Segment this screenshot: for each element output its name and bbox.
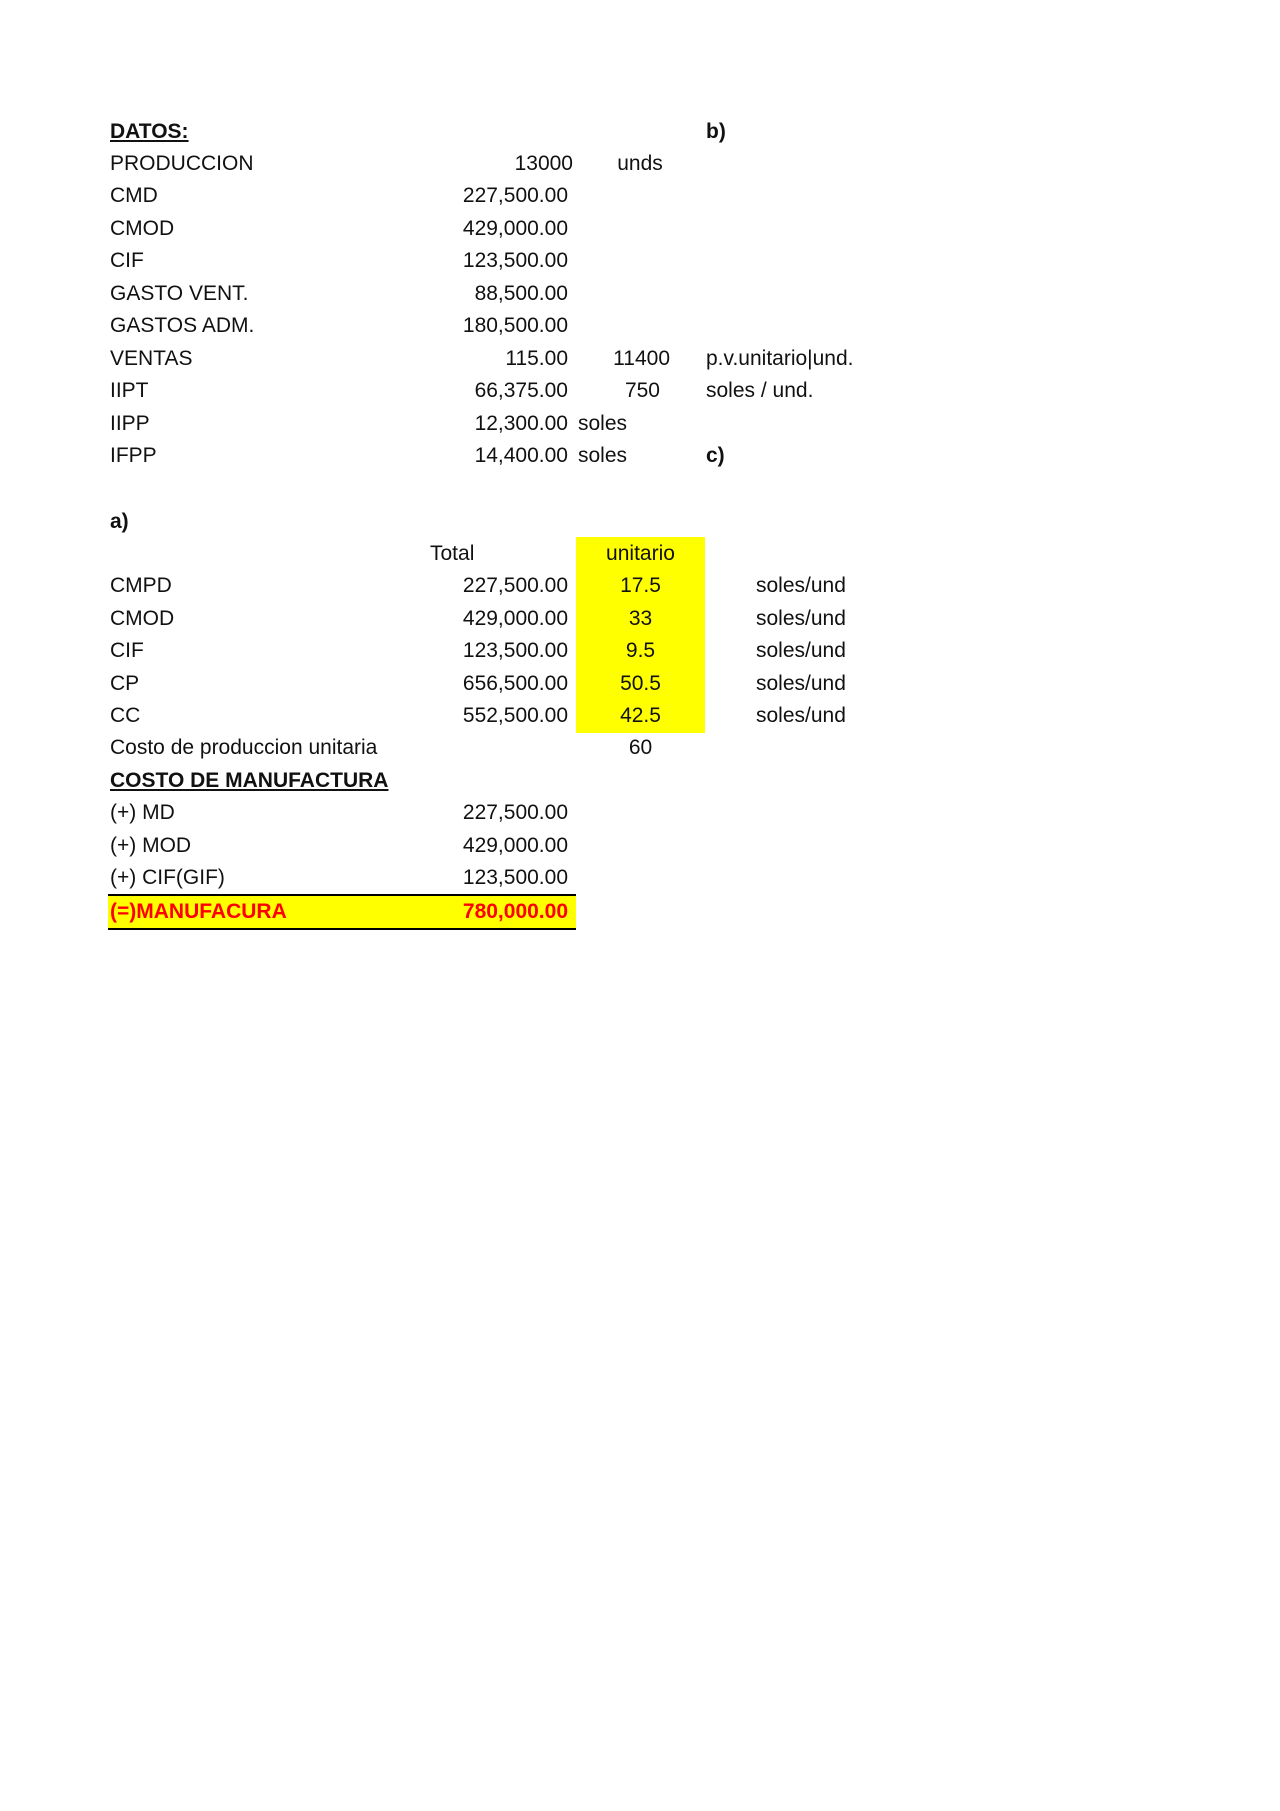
manufactura-total-value: 780,000.00 <box>462 900 568 923</box>
datos-note-ventas: p.v.unitario|und. <box>706 347 854 370</box>
costo-unitario-label: Costo de produccion unitaria <box>110 736 378 759</box>
cost-total-cp: 656,500.00 <box>462 672 568 695</box>
datos-value-gastos-adm: 180,500.00 <box>462 314 568 337</box>
datos-value-cif: 123,500.00 <box>462 249 568 272</box>
manufactura-value-md: 227,500.00 <box>462 801 568 824</box>
datos-label-gastos-adm: GASTOS ADM. <box>110 314 255 337</box>
total-bottom-border <box>108 928 576 930</box>
cost-total-cif: 123,500.00 <box>462 639 568 662</box>
datos-value-ventas: 115.00 <box>505 347 568 370</box>
datos-label-ifpp: IFPP <box>110 444 157 467</box>
cost-unit-label-cc: soles/und <box>756 704 846 727</box>
cost-unit-cc: 42.5 <box>620 704 661 727</box>
datos-extra-iipt: 750 <box>624 379 660 402</box>
cost-total-cmod: 429,000.00 <box>462 607 568 630</box>
datos-label-iipt: IIPT <box>110 379 149 402</box>
manufactura-label-mod: (+) MOD <box>110 834 192 857</box>
costo-unitario-value: 60 <box>628 736 653 759</box>
datos-extra-iipp: soles <box>578 412 628 435</box>
datos-value-produccion: 13000 <box>514 152 573 175</box>
manufactura-value-mod: 429,000.00 <box>462 834 568 857</box>
cost-unit-label-cmpd: soles/und <box>756 574 846 597</box>
manufactura-title: COSTO DE MANUFACTURA <box>110 769 389 792</box>
header-unitario: unitario <box>606 542 675 565</box>
datos-value-iipt: 66,375.00 <box>474 379 568 402</box>
datos-label-cmod: CMOD <box>110 217 175 240</box>
part-b-label: b) <box>706 120 726 143</box>
cost-label-cif: CIF <box>110 639 144 662</box>
cost-unit-cp: 50.5 <box>620 672 661 695</box>
datos-value-cmd: 227,500.00 <box>462 184 568 207</box>
cost-unit-label-cp: soles/und <box>756 672 846 695</box>
cost-unit-cmpd: 17.5 <box>620 574 661 597</box>
datos-extra-produccion: unds <box>617 152 663 175</box>
header-total: Total <box>430 542 475 565</box>
datos-extra-ifpp: soles <box>578 444 628 467</box>
datos-title: DATOS: <box>110 120 189 143</box>
cost-label-cmod: CMOD <box>110 607 175 630</box>
datos-value-gasto-vent: 88,500.00 <box>474 282 568 305</box>
manufactura-total-label: (=)MANUFACURA <box>110 900 287 923</box>
datos-label-cif: CIF <box>110 249 144 272</box>
cost-total-cmpd: 227,500.00 <box>462 574 568 597</box>
manufactura-value-cif: 123,500.00 <box>462 866 568 889</box>
manufactura-label-cif: (+) CIF(GIF) <box>110 866 225 889</box>
datos-note-iipt: soles / und. <box>706 379 814 402</box>
datos-label-ventas: VENTAS <box>110 347 193 370</box>
part-c-label: c) <box>706 444 725 467</box>
part-a-label: a) <box>110 510 129 533</box>
cost-unit-cif: 9.5 <box>625 639 656 662</box>
cost-label-cc: CC <box>110 704 141 727</box>
cost-unit-label-cmod: soles/und <box>756 607 846 630</box>
datos-label-gasto-vent: GASTO VENT. <box>110 282 249 305</box>
datos-label-produccion: PRODUCCION <box>110 152 254 175</box>
datos-label-iipp: IIPP <box>110 412 150 435</box>
datos-value-iipp: 12,300.00 <box>474 412 568 435</box>
cost-label-cmpd: CMPD <box>110 574 172 597</box>
datos-extra-ventas: 11400 <box>613 347 670 370</box>
cost-label-cp: CP <box>110 672 140 695</box>
datos-value-ifpp: 14,400.00 <box>474 444 568 467</box>
datos-value-cmod: 429,000.00 <box>462 217 568 240</box>
manufactura-label-md: (+) MD <box>110 801 175 824</box>
cost-unit-label-cif: soles/und <box>756 639 846 662</box>
datos-label-cmd: CMD <box>110 184 158 207</box>
cost-unit-cmod: 33 <box>628 607 653 630</box>
cost-total-cc: 552,500.00 <box>462 704 568 727</box>
